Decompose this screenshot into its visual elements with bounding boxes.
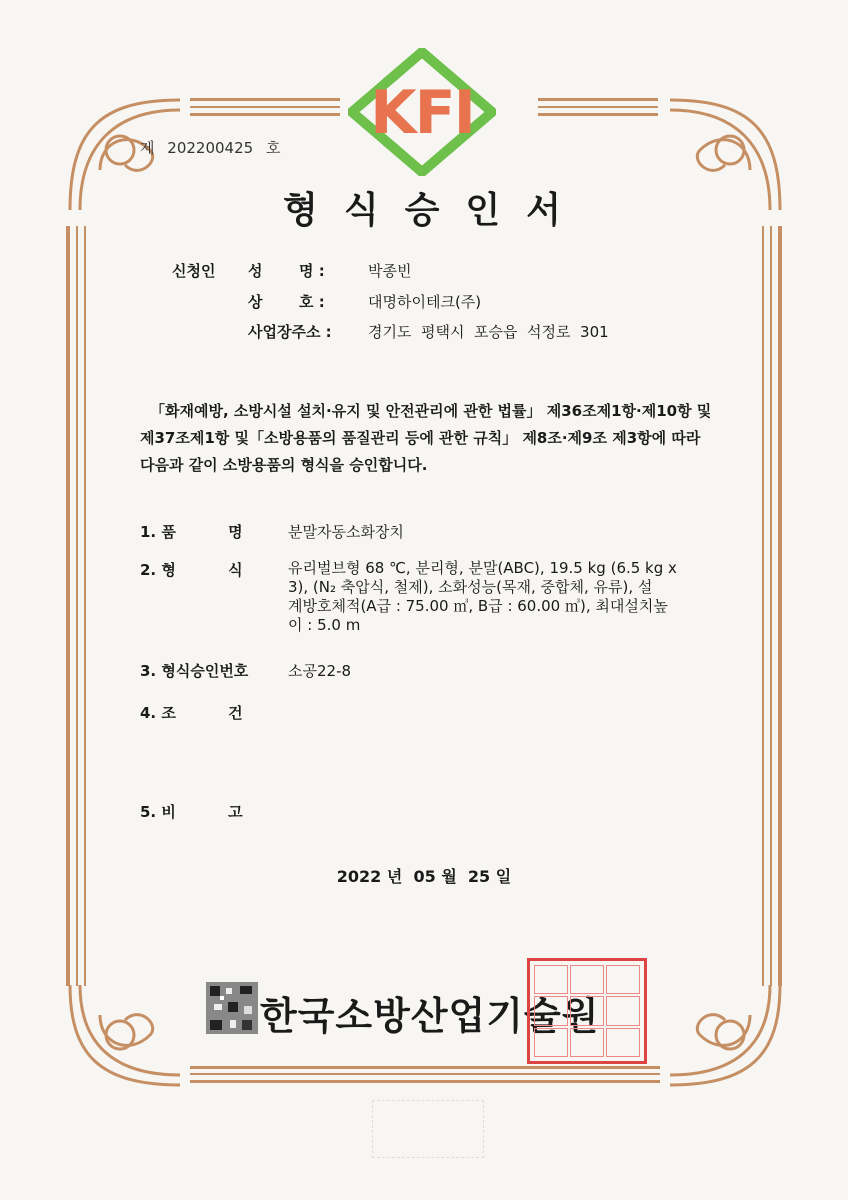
product-value: 분말자동소화장치 <box>288 523 404 541</box>
type-value-line-1: 유리벌브형 68 ℃, 분리형, 분말(ABC), 19.5 kg (6.5 kg x <box>288 559 677 577</box>
approval-statement <box>140 398 740 479</box>
company-value: 대명하이테크(주) <box>368 293 482 311</box>
qr-code <box>206 982 258 1034</box>
condition-label: 4. 조 건 <box>140 704 243 722</box>
corner-ornament-bottom-right <box>660 975 790 1095</box>
page-title: 형식승인서 <box>283 190 587 231</box>
type-value-line-2: 3), (N₂ 축압식, 철제), 소화성능(목재, 중합체, 유류), 설 <box>288 578 653 596</box>
issuer-name: 한국소방산업기술원 <box>260 993 600 1038</box>
company-label: 상 호 : <box>248 293 325 311</box>
type-value-line-3: 계방호체적(A급 : 75.00 ㎥, B급 : 60.00 ㎥), 최대설치높 <box>288 597 668 615</box>
address-value: 경기도 평택시 포승읍 석정로 301 <box>368 323 609 341</box>
statement-line-1: 「화재예방, 소방시설 설치·유지 및 안전관리에 관한 법률」 제36조제1항·제10항 및 <box>150 402 712 420</box>
address-label: 사업장주소 : <box>248 323 332 341</box>
certificate-prefix: 제 <box>140 139 155 157</box>
remarks-label: 5. 비 고 <box>140 803 243 821</box>
name-value: 박종빈 <box>368 262 412 280</box>
certificate-number <box>140 137 288 158</box>
statement-line-2: 제37조제1항 및「소방용품의 품질관리 등에 관한 규칙」 제8조·제9조 제3항에 따라 <box>140 429 701 447</box>
type-value <box>288 559 758 635</box>
corner-ornament-bottom-left <box>60 975 190 1095</box>
kfi-logo <box>348 48 496 176</box>
official-seal <box>527 958 647 1064</box>
logo-text: KFI <box>370 78 474 148</box>
certificate-suffix: 호 <box>265 139 281 157</box>
approval-number-value: 소공22-8 <box>288 662 352 680</box>
certificate-number-value: 202200425 <box>167 139 254 157</box>
issue-date: 2022 년 05 월 25 일 <box>336 867 512 886</box>
statement-line-3: 다음과 같이 소방용품의 형식을 승인합니다. <box>140 456 428 474</box>
type-label: 2. 형 식 <box>140 561 243 579</box>
type-value-line-4: 이 : 5.0 m <box>288 616 361 634</box>
applicant-section-label: 신청인 <box>172 262 216 280</box>
name-label: 성 명 : <box>248 262 325 280</box>
approval-number-label: 3. 형식승인번호 <box>140 662 249 680</box>
embossed-stamp <box>372 1100 484 1158</box>
product-label: 1. 품 명 <box>140 523 243 541</box>
